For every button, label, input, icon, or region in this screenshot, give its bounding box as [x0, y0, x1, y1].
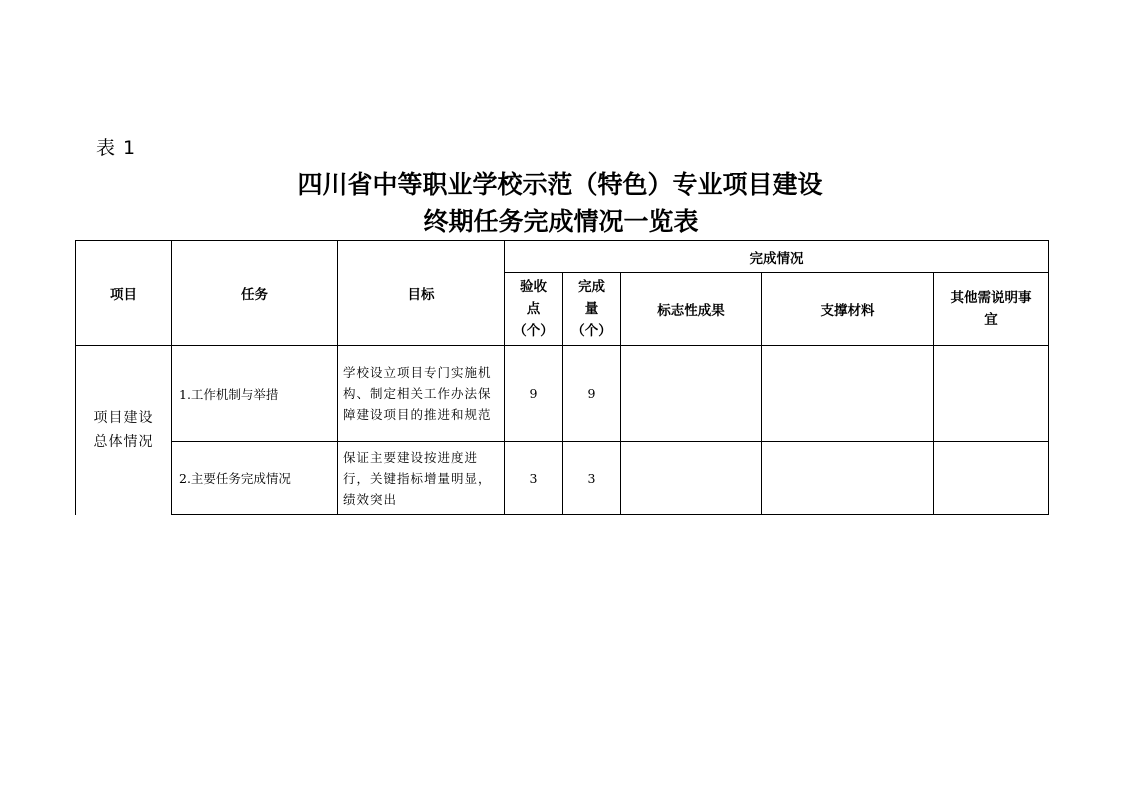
row-1-task: 1.工作机制与举措 — [172, 346, 338, 442]
project-group-label — [76, 346, 172, 515]
row-2-other-notes — [934, 442, 1049, 515]
row-1-goal: 学校设立项目专门实施机构、制定相关工作办法保障建设项目的推进和规范 — [338, 346, 505, 442]
header-other-notes-line-2: 宜 — [984, 312, 998, 328]
row-2-acceptance-points: 3 — [505, 442, 563, 515]
header-acceptance-points-line-3: （个） — [513, 323, 554, 339]
table-row — [76, 442, 1049, 515]
row-1-completed-count: 9 — [563, 346, 621, 442]
row-2-completed-count: 3 — [563, 442, 621, 515]
row-1-other-notes — [934, 346, 1049, 442]
header-goal: 目标 — [338, 241, 505, 346]
project-group-label-line-2: 总体情况 — [93, 434, 154, 451]
document-title-line-1: 四川省中等职业学校示范（特色）专业项目建设 — [297, 170, 823, 199]
header-completed-count — [563, 273, 621, 346]
row-2-goal: 保证主要建设按进度进行，关键指标增量明显，绩效突出 — [338, 442, 505, 515]
header-row-1 — [76, 241, 1049, 273]
header-acceptance-points-line-2: 点 — [526, 301, 541, 317]
header-other-notes — [934, 273, 1049, 346]
header-completed-count-line-1: 完成 — [578, 279, 605, 295]
row-1-acceptance-points: 9 — [505, 346, 563, 442]
header-landmark-results: 标志性成果 — [621, 273, 762, 346]
row-2-landmark-results — [621, 442, 762, 515]
table-row — [76, 346, 1049, 442]
row-2-supporting-materials — [762, 442, 934, 515]
project-group-label-line-1: 项目建设 — [93, 410, 154, 427]
header-project: 项目 — [76, 241, 172, 346]
row-1-landmark-results — [621, 346, 762, 442]
table-number-label: 表 1 — [96, 137, 137, 159]
header-completed-count-line-3: （个） — [571, 323, 612, 339]
header-completion-group: 完成情况 — [505, 241, 1049, 273]
header-supporting-materials: 支撑材料 — [762, 273, 934, 346]
completion-summary-table — [75, 240, 1049, 515]
document-title-line-2: 终期任务完成情况一览表 — [423, 207, 699, 236]
row-1-supporting-materials — [762, 346, 934, 442]
header-completed-count-line-2: 量 — [584, 301, 599, 317]
header-acceptance-points-line-1: 验收 — [520, 279, 547, 295]
header-acceptance-points — [505, 273, 563, 346]
row-2-task: 2.主要任务完成情况 — [172, 442, 338, 515]
header-task: 任务 — [172, 241, 338, 346]
header-other-notes-line-1: 其他需说明事 — [950, 290, 1032, 306]
